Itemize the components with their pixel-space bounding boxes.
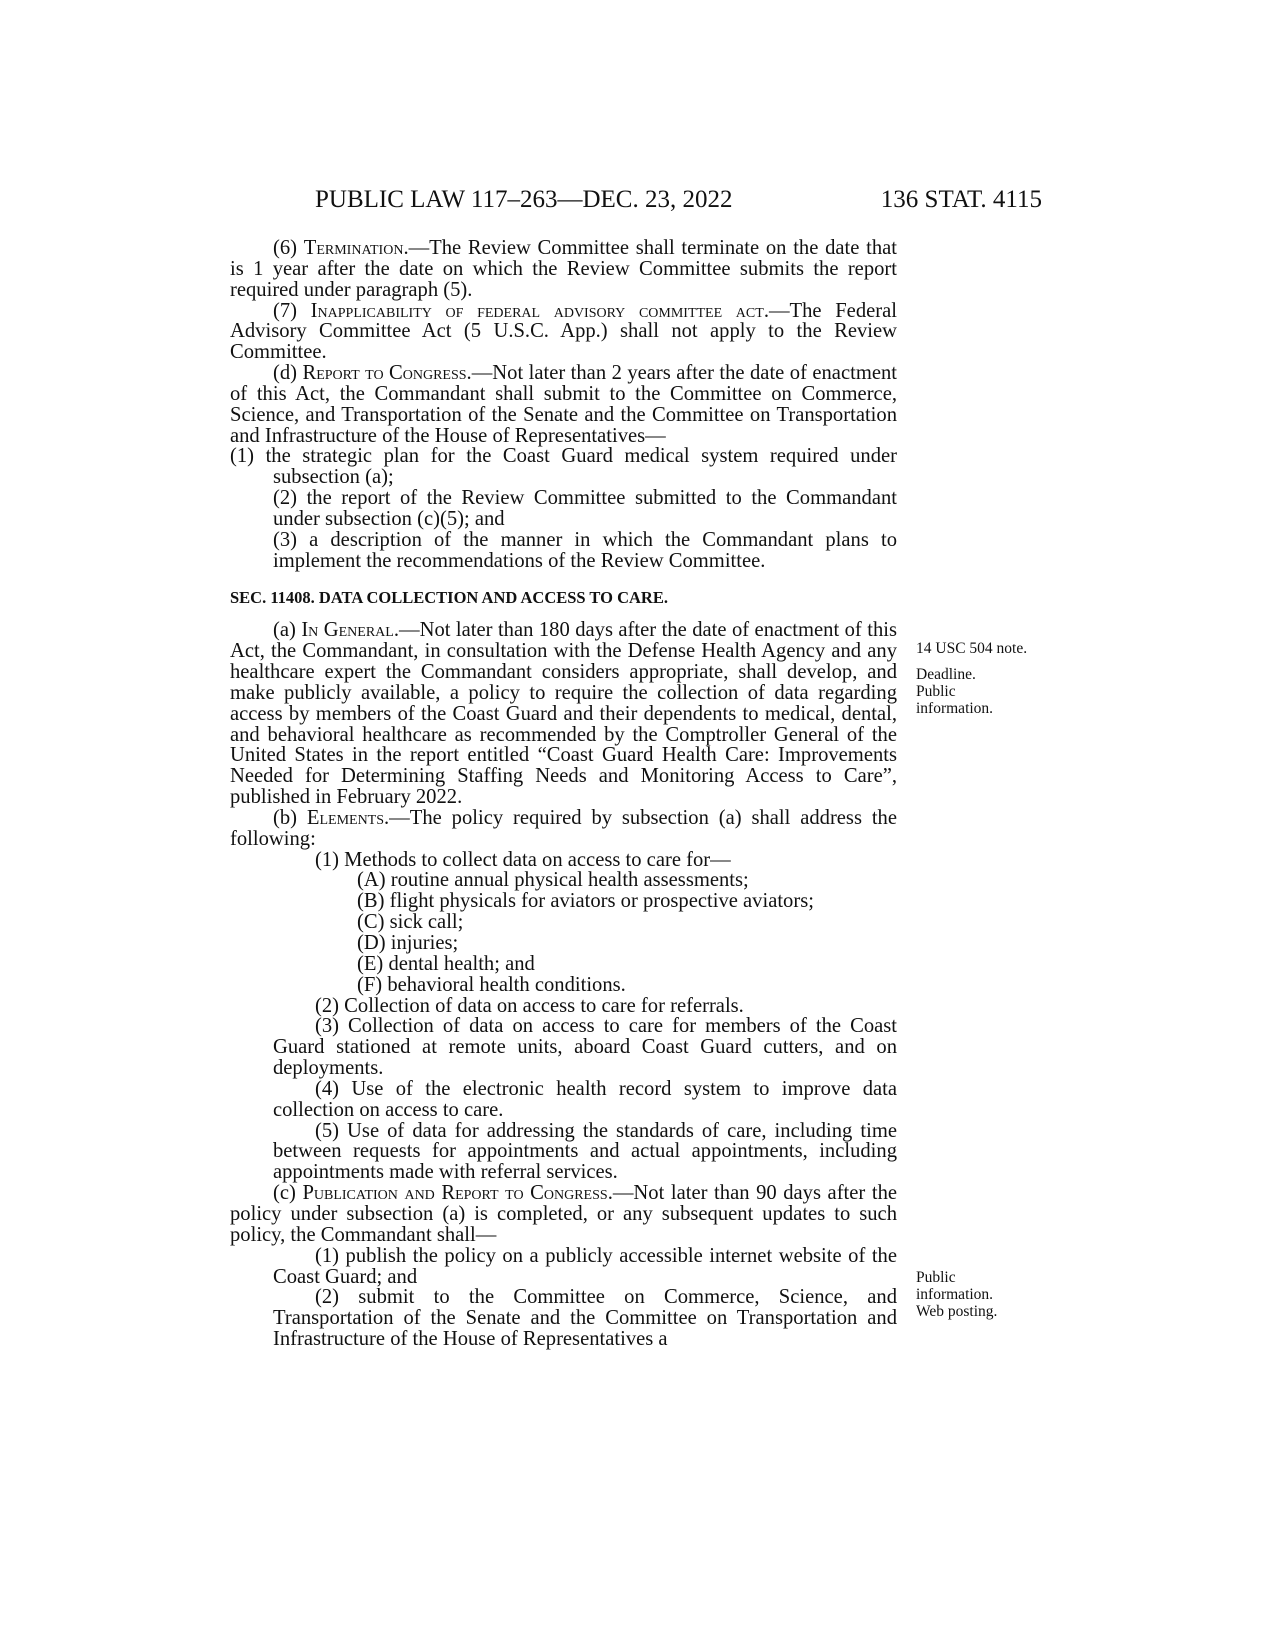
paragraph-b1B: (B) flight physicals for aviators or prospective aviators; [357, 890, 814, 913]
paragraph-b3: (3) Collection of data on access to care for members of the Coast Guard stationed at remote units, aboard Coast Guard cutters, and on deployments. [273, 1015, 897, 1080]
paragraph-b1D: (D) injuries; [357, 932, 459, 954]
margin-note-usc: 14 USC 504 note. [916, 640, 1028, 657]
paragraph-b: (b) Elements.—The policy required by subsection (a) shall address the following: [230, 806, 897, 850]
margin-note-deadline: Deadline. Public information. [916, 666, 994, 717]
paragraph-c6: (6) Termination.—The Review Committee shall terminate on the date that is 1 year after the date on which the Review Committee submits the report required under paragraph (5). [230, 237, 897, 301]
paragraph-b1F: (F) behavioral health conditions. [357, 973, 626, 996]
paragraph-b2: (2) Collection of data on access to care for referrals. [315, 994, 744, 1017]
paragraph-c2: (2) submit to the Committee on Commerce, Science, and Transportation of the Senate and the Committee on Transportation and Infrastructure of the House of Representatives a [273, 1286, 897, 1351]
paragraph-b1A: (A) routine annual physical health assessments; [357, 869, 749, 892]
paragraph-b1C: (C) sick call; [357, 911, 464, 934]
paragraph-b4: (4) Use of the electronic health record system to improve data collection on access to care. [273, 1077, 897, 1121]
paragraph-a: (a) In General.—Not later than 180 days after the date of enactment of this Act, the Commandant, in consultation with the Defense Health Agency and any healthcare expert the Commandant considers appropriate, shall develop, and make publicly available, a policy to require the collection of data regarding access by members of the Coast Guard and their dependents to medical, dental, and behavioral healthcare as recommended by the Comptroller General of the United States in the report entitled “Coast Guard Health Care: Improvements Needed for Determining Staffing Needs and Monitoring Access to Care”, published in February 2022. [230, 619, 897, 809]
paragraph-d3: (3) a description of the manner in which the Commandant plans to implement the recommendations of the Review Committee. [273, 528, 897, 572]
paragraph-d2: (2) the report of the Review Committee submitted to the Commandant under subsection (c)(5); and [273, 487, 897, 530]
paragraph-c1: (1) publish the policy on a publicly accessible internet website of the Coast Guard; and [273, 1244, 897, 1288]
law-title: PUBLIC LAW 117–263—DEC. 23, 2022 [315, 186, 733, 213]
margin-note-web-posting: Public information. Web posting. [916, 1269, 998, 1320]
paragraph-b5: (5) Use of data for addressing the standards of care, including time between requests for appointments and actual appointments, including appointments made with referral services. [273, 1119, 897, 1184]
paragraph-b1: (1) Methods to collect data on access to care for— [315, 848, 731, 871]
section-heading: SEC. 11408. DATA COLLECTION AND ACCESS TO CARE. [230, 587, 668, 607]
paragraph-c7: (7) Inapplicability of federal advisory committee act.—The Federal Advisory Committee Act (5 U.S.C. App.) shall not apply to the Review Committee. [230, 299, 897, 364]
paragraph-b1E: (E) dental health; and [357, 952, 535, 975]
stat-page-number: 136 STAT. 4115 [880, 186, 1042, 213]
paragraph-c: (c) Publication and Report to Congress.—Not later than 90 days after the policy under subsection (a) is completed, or any subsequent updates to such policy, the Commandant shall— [230, 1182, 898, 1246]
paragraph-d: (d) Report to Congress.—Not later than 2 years after the date of enactment of this Act, the Commandant shall submit to the Committee on Commerce, Science, and Transportation of the Senate and the Committee on Transportation and Infrastructure of the House of Representatives— [230, 362, 897, 447]
paragraph-d1: (1) the strategic plan for the Coast Guard medical system required under subsection (a); [230, 445, 897, 489]
page-header [230, 186, 1042, 222]
document-body [230, 238, 897, 1350]
